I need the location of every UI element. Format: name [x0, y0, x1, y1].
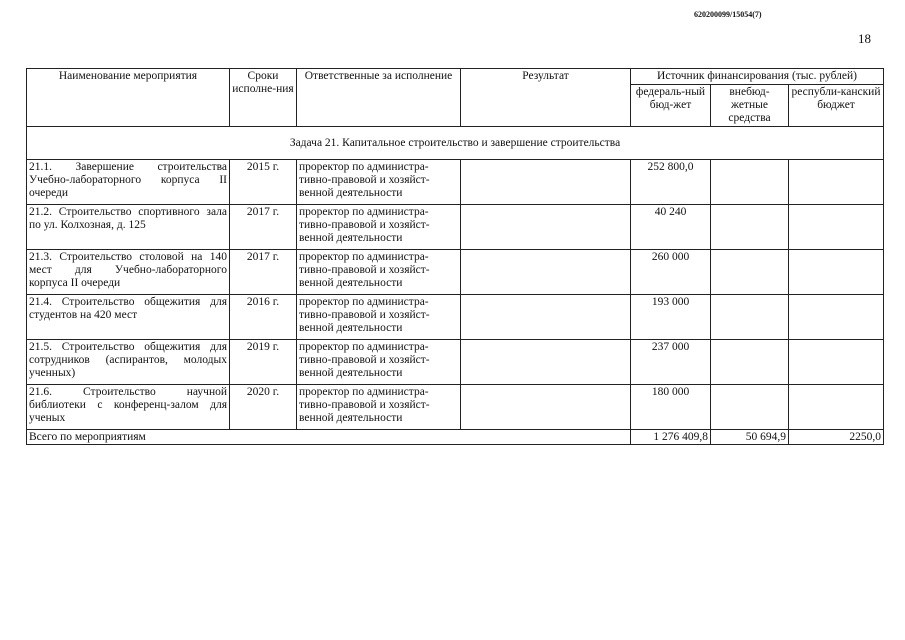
- row-responsible: проректор по администра-тивно-правовой и хозяйст-венной деятельности: [297, 340, 461, 385]
- header-funding: Источник финансирования (тыс. рублей): [631, 69, 884, 85]
- total-extrabudget: 50 694,9: [711, 430, 789, 445]
- row-name: 21.5. Строительство общежития для сотрудников (аспирантов, молодых ученных): [27, 340, 230, 385]
- row-result: [461, 295, 631, 340]
- row-term: 2017 г.: [230, 205, 297, 250]
- row-republic: [789, 205, 884, 250]
- task-title: Задача 21. Капитальное строительство и завершение строительства: [27, 127, 884, 160]
- header-name: Наименование мероприятия: [27, 69, 230, 127]
- header-result: Результат: [461, 69, 631, 127]
- row-responsible: проректор по администра-тивно-правовой и хозяйст-венной деятельности: [297, 295, 461, 340]
- row-federal: 252 800,0: [631, 160, 711, 205]
- row-federal: 40 240: [631, 205, 711, 250]
- header-responsible: Ответственные за исполнение: [297, 69, 461, 127]
- row-republic: [789, 385, 884, 430]
- row-name: 21.6. Строительство научной библиотеки с конференц-залом для ученых: [27, 385, 230, 430]
- row-responsible: проректор по администра-тивно-правовой и хозяйст-венной деятельности: [297, 385, 461, 430]
- row-extrabudget: [711, 250, 789, 295]
- row-term: 2015 г.: [230, 160, 297, 205]
- row-responsible: проректор по администра-тивно-правовой и хозяйст-венной деятельности: [297, 160, 461, 205]
- row-name: 21.3. Строительство столовой на 140 мест для Учебно-лабораторного корпуса II очереди: [27, 250, 230, 295]
- row-republic: [789, 250, 884, 295]
- table-row: [27, 205, 884, 250]
- row-result: [461, 205, 631, 250]
- row-name: 21.2. Строительство спортивного зала по ул. Колхозная, д. 125: [27, 205, 230, 250]
- row-term: 2019 г.: [230, 340, 297, 385]
- total-row: [27, 430, 884, 445]
- table-row: [27, 295, 884, 340]
- row-name: 21.1. Завершение строительства Учебно-лабораторного корпуса II очереди: [27, 160, 230, 205]
- row-republic: [789, 340, 884, 385]
- page-number: 18: [858, 31, 871, 46]
- row-term: 2017 г.: [230, 250, 297, 295]
- row-responsible: проректор по администра-тивно-правовой и хозяйст-венной деятельности: [297, 205, 461, 250]
- table-row: [27, 250, 884, 295]
- row-republic: [789, 295, 884, 340]
- header-row: [27, 69, 884, 85]
- total-federal: 1 276 409,8: [631, 430, 711, 445]
- header-federal: федераль-ный бюд-жет: [631, 85, 711, 127]
- row-extrabudget: [711, 385, 789, 430]
- table-row: [27, 340, 884, 385]
- row-result: [461, 160, 631, 205]
- task-row: [27, 127, 884, 160]
- funding-table: [26, 68, 884, 445]
- row-responsible: проректор по администра-тивно-правовой и хозяйст-венной деятельности: [297, 250, 461, 295]
- row-extrabudget: [711, 340, 789, 385]
- total-label: Всего по мероприятиям: [27, 430, 631, 445]
- table-row: [27, 160, 884, 205]
- row-extrabudget: [711, 295, 789, 340]
- row-federal: 193 000: [631, 295, 711, 340]
- row-result: [461, 385, 631, 430]
- header-republic: республи-канский бюджет: [789, 85, 884, 127]
- header-term: Сроки исполне-ния: [230, 69, 297, 127]
- row-extrabudget: [711, 160, 789, 205]
- row-name: 21.4. Строительство общежития для студентов на 420 мест: [27, 295, 230, 340]
- row-extrabudget: [711, 205, 789, 250]
- table-row: [27, 385, 884, 430]
- row-result: [461, 340, 631, 385]
- total-republic: 2250,0: [789, 430, 884, 445]
- row-result: [461, 250, 631, 295]
- row-term: 2020 г.: [230, 385, 297, 430]
- row-term: 2016 г.: [230, 295, 297, 340]
- document-code: 620200099/15054(7): [694, 10, 762, 19]
- row-federal: 260 000: [631, 250, 711, 295]
- row-federal: 180 000: [631, 385, 711, 430]
- row-republic: [789, 160, 884, 205]
- row-federal: 237 000: [631, 340, 711, 385]
- header-extrabudget: внебюд-жетные средства: [711, 85, 789, 127]
